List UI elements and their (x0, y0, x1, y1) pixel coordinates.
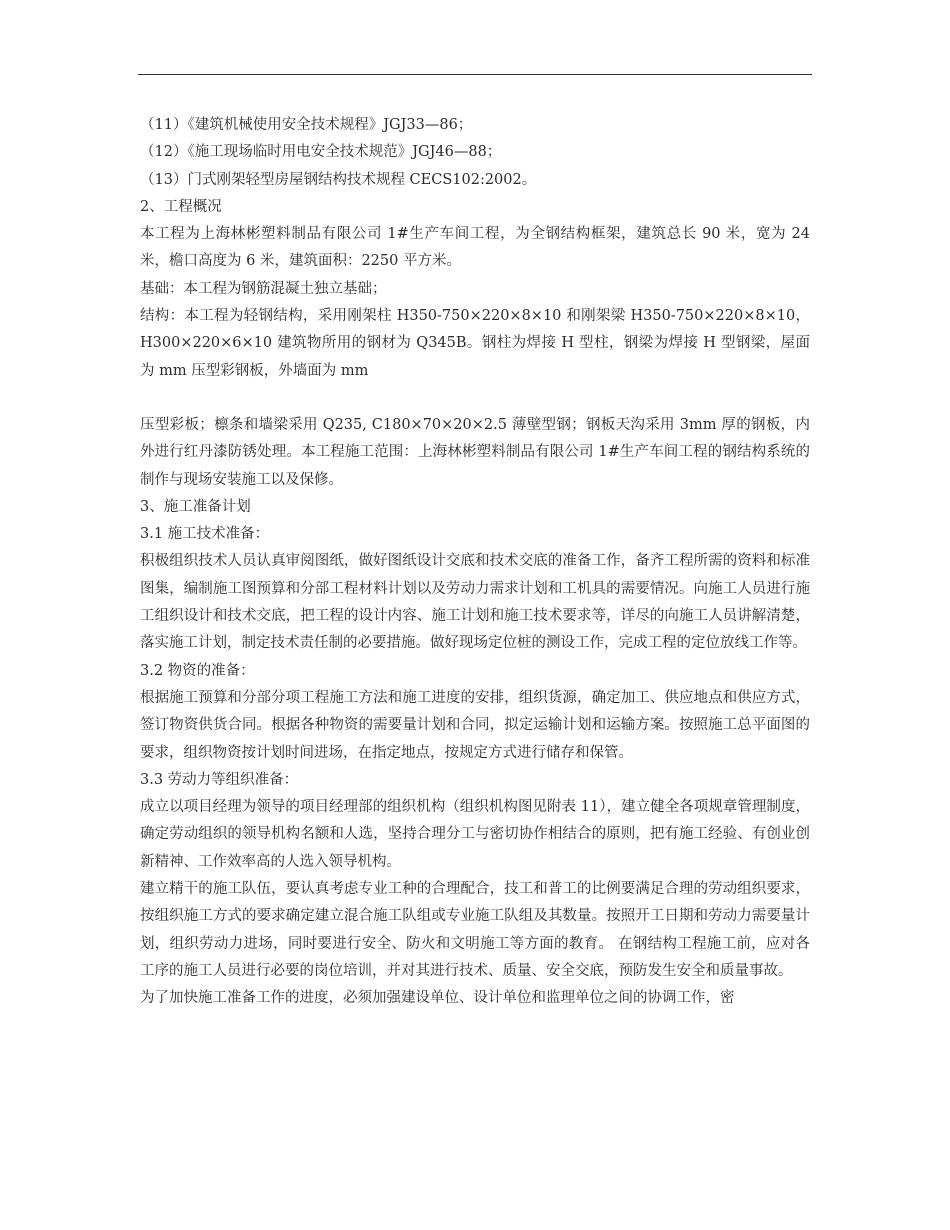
foundation-paragraph: 基础：本工程为钢筋混凝土独立基础； (140, 280, 387, 297)
reference-item: （11）《建筑机械使用安全技术规程》JGJ33—86； (140, 117, 473, 133)
cladding-paragraph: 压型彩板；檩条和墙梁采用 Q235, C180×70×20×2.5 薄壁型钢；钢板天沟采用 3mm 厚的钢板，内外进行红丹漆防锈处理。本工程施工范围：上海林彬塑料制品有限公司 1#生产车间工程的钢结构系统的制作与现场安装施工以及保修。 (140, 416, 810, 488)
coordination-paragraph: 为了加快施工准备工作的进度，必须加强建设单位、设计单位和监理单位之间的协调工作，密 (140, 990, 735, 1007)
section-heading: 2、工程概况 (140, 198, 222, 215)
project-overview-paragraph: 本工程为上海林彬塑料制品有限公司 1#生产车间工程，为全钢结构框架，建筑总长 90 米，宽为 24 米，檐口高度为 6 米，建筑面积：2250 平方米。 (140, 226, 810, 270)
paragraph-gap (140, 385, 810, 412)
subsection-heading: 3.1 施工技术准备： (140, 526, 270, 543)
document-body (140, 112, 810, 1013)
section-heading: 3、施工准备计划 (140, 498, 251, 515)
header-rule (138, 74, 812, 75)
material-preparation-paragraph: 根据施工预算和分部分项工程施工方法和施工进度的安排，组织货源，确定加工、供应地点和供应方式，签订物资供货合同。根据各种物资的需要量计划和合同，拟定运输计划和运输方案。按照施工总平面图的要求，组织物资按计划时间进场，在指定地点，按规定方式进行储存和保管。 (140, 689, 810, 761)
technical-preparation-paragraph: 积极组织技术人员认真审阅图纸，做好图纸设计交底和技术交底的准备工作，备齐工程所需的资料和标准图集，编制施工图预算和分部工程材料计划以及劳动力需求计划和工机具的需要情况。向施工人员进行施工组织设计和技术交底，把工程的设计内容、施工计划和施工技术要求等，详尽的向施工人员讲解清楚，落实施工计划，制定技术责任制的必要措施。做好现场定位桩的测设工作，完成工程的定位放线工作等。 (140, 553, 810, 652)
reference-item: （12）《施工现场临时用电安全技术规范》JGJ46—88； (140, 144, 502, 161)
organization-paragraph: 成立以项目经理为领导的项目经理部的组织机构（组织机构图见附表 11），建立健全各项规章管理制度，确定劳动组织的领导机构名额和人选，坚持合理分工与密切协作相结合的原则，把有施工经验、有创业创新精神、工作效率高的人选入领导机构。 (140, 799, 810, 870)
subsection-heading: 3.2 物资的准备： (140, 662, 255, 679)
subsection-heading: 3.3 劳动力等组织准备： (140, 771, 299, 788)
reference-item: （13）门式刚架轻型房屋钢结构技术规程 CECS102:2002。 (140, 171, 537, 188)
structure-paragraph: 结构：本工程为轻钢结构，采用刚架柱 H350-750×220×8×10 和刚架梁 H350-750×220×8×10，H300×220×6×10 建筑物所用的钢材为 Q345B。钢柱为焊接 H 型柱，钢梁为焊接 H 型钢梁，屋面为 mm 压型彩钢板，外墙面为 mm (140, 308, 810, 379)
team-paragraph: 建立精干的施工队伍，要认真考虑专业工种的合理配合，技工和普工的比例要满足合理的劳动组织要求，按组织施工方式的要求确定建立混合施工队组或专业施工队组及其数量。按照开工日期和劳动力需要量计划，组织劳动力进场，同时要进行安全、防火和文明施工等方面的教育。 在钢结构工程施工前，应对各工序的施工人员进行必要的岗位培训，并对其进行技术、质量、安全交底，预防发生安全和质量事故。 (140, 881, 810, 979)
